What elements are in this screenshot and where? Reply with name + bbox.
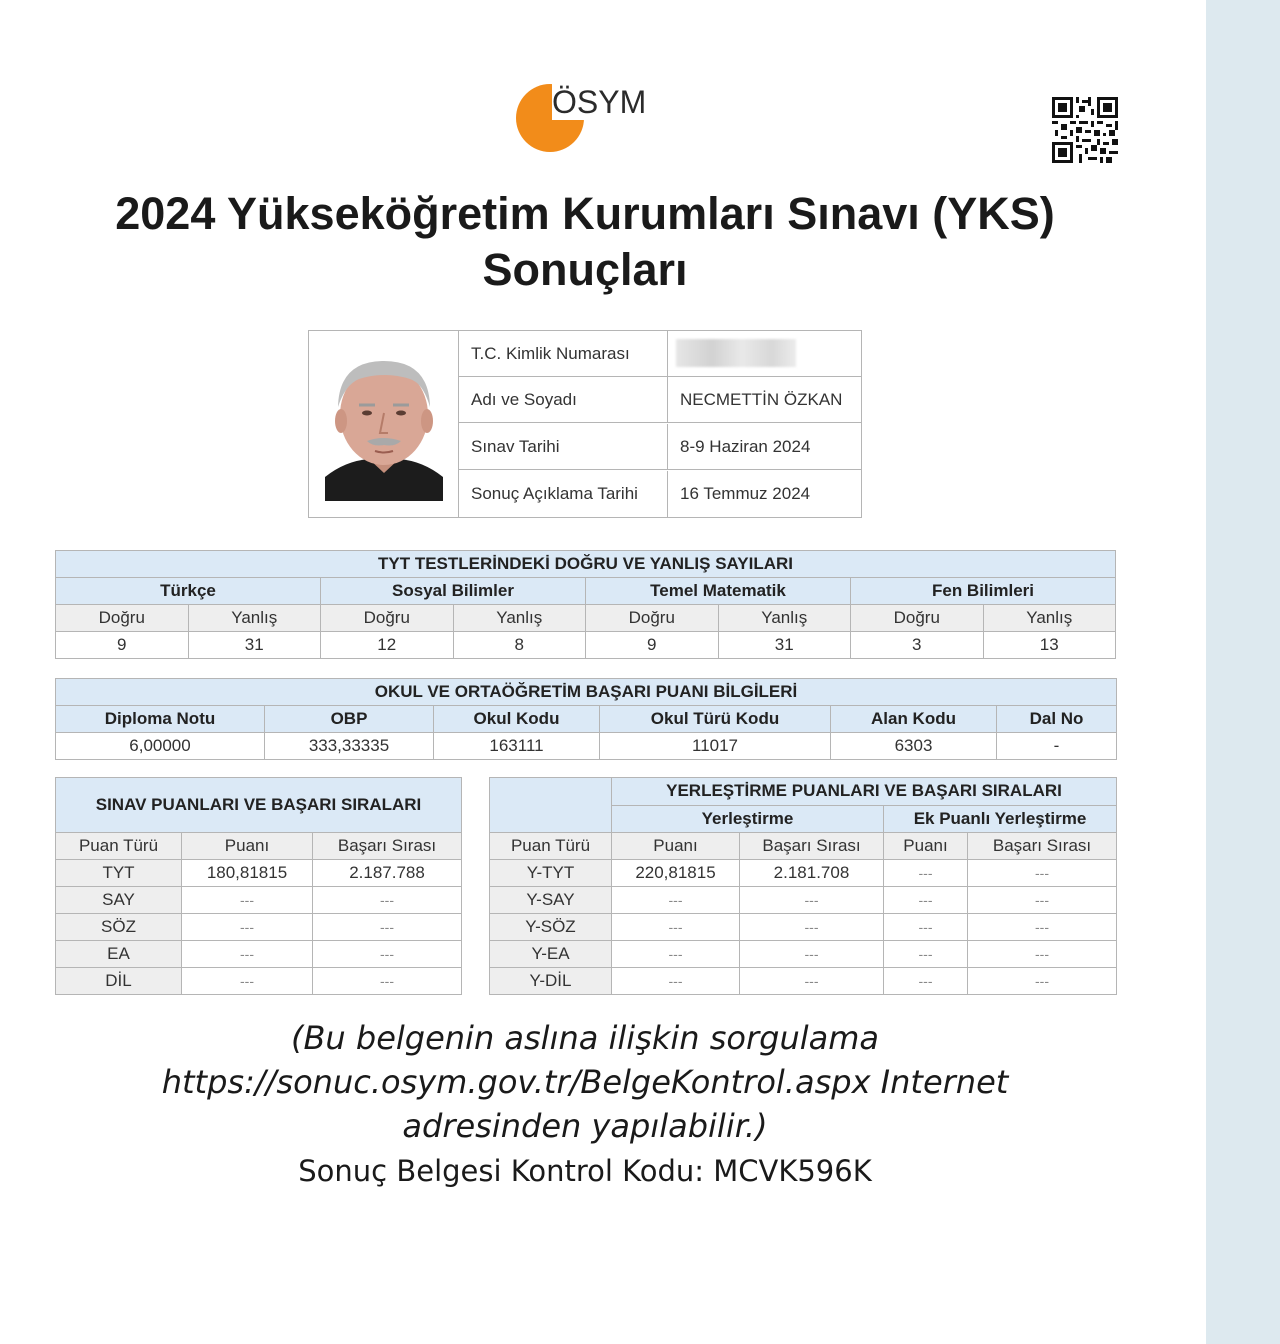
page-title — [40, 186, 1130, 298]
table-cell: --- — [182, 914, 313, 941]
table-cell: 12 — [321, 632, 454, 659]
title-line-1: 2024 Yükseköğretim Kurumları Sınavı (YKS) — [115, 188, 1055, 239]
table-cell: Y-SAY — [490, 887, 612, 914]
info-row-result-date — [458, 471, 862, 517]
correct-header: Doğru — [56, 605, 189, 632]
subject-header: Türkçe — [56, 578, 321, 605]
group-header-yerlestirme: Yerleştirme — [612, 805, 884, 833]
table-cell: --- — [740, 941, 884, 968]
column-header: OBP — [265, 706, 434, 733]
column-header: Puanı — [612, 833, 740, 860]
table-cell: --- — [182, 968, 313, 995]
table-cell: --- — [313, 887, 462, 914]
table-cell: --- — [313, 914, 462, 941]
table-row — [56, 860, 462, 887]
info-row-exam-date — [458, 424, 862, 470]
footer-line-1: (Bu belgenin aslına ilişkin sorgulama — [290, 1019, 880, 1057]
table-cell: --- — [612, 941, 740, 968]
table-row — [56, 914, 462, 941]
table-row — [490, 887, 1117, 914]
table-cell: Y-TYT — [490, 860, 612, 887]
correct-header: Doğru — [586, 605, 719, 632]
table-cell: --- — [884, 968, 968, 995]
table-row — [56, 887, 462, 914]
osym-logo — [516, 82, 676, 154]
side-strip — [1206, 0, 1280, 1344]
table-cell: --- — [313, 941, 462, 968]
wrong-header: Yanlış — [983, 605, 1116, 632]
candidate-photo — [325, 349, 443, 501]
table-cell: --- — [884, 887, 968, 914]
table-cell: --- — [968, 914, 1117, 941]
okul-table-title: OKUL VE ORTAÖĞRETİM BAŞARI PUANI BİLGİLERİ — [56, 679, 1117, 706]
subject-header: Sosyal Bilimler — [321, 578, 586, 605]
correct-header: Doğru — [851, 605, 984, 632]
column-header: Başarı Sırası — [313, 833, 462, 860]
footer-line-3: adresinden yapılabilir.) — [402, 1107, 768, 1145]
column-header: Başarı Sırası — [968, 833, 1117, 860]
table-cell: 8 — [453, 632, 586, 659]
table-row — [490, 914, 1117, 941]
table-cell: TYT — [56, 860, 182, 887]
table-row — [56, 941, 462, 968]
column-header: Puanı — [182, 833, 313, 860]
table-row — [490, 860, 1117, 887]
table-cell: --- — [612, 887, 740, 914]
table-cell: --- — [968, 887, 1117, 914]
table-cell: 9 — [586, 632, 719, 659]
table-row — [490, 968, 1117, 995]
info-value: 16 Temmuz 2024 — [680, 484, 811, 503]
table-cell: 3 — [851, 632, 984, 659]
column-header: Puanı — [884, 833, 968, 860]
yerlestirme-table-title: YERLEŞTİRME PUANLARI VE BAŞARI SIRALARI — [612, 778, 1117, 806]
correct-header: Doğru — [321, 605, 454, 632]
tyt-table-title: TYT TESTLERİNDEKİ DOĞRU VE YANLIŞ SAYILARI — [56, 551, 1116, 578]
info-label: T.C. Kimlik Numarası — [458, 331, 668, 376]
info-label: Adı ve Soyadı — [458, 377, 668, 422]
table-cell: --- — [313, 968, 462, 995]
table-cell: --- — [612, 968, 740, 995]
wrong-header: Yanlış — [718, 605, 851, 632]
column-header: Puan Türü — [490, 833, 612, 860]
table-cell: --- — [968, 860, 1117, 887]
subject-header: Fen Bilimleri — [851, 578, 1116, 605]
column-header: Puan Türü — [56, 833, 182, 860]
candidate-info-box — [308, 330, 862, 518]
table-row — [490, 941, 1117, 968]
column-header: Alan Kodu — [831, 706, 997, 733]
info-value-tc-redacted — [668, 331, 862, 376]
okul-table — [55, 678, 1117, 760]
redaction-blur — [676, 339, 796, 367]
table-cell: Y-SÖZ — [490, 914, 612, 941]
table-cell: --- — [968, 941, 1117, 968]
verification-footer — [90, 1016, 1080, 1192]
info-value: NECMETTİN ÖZKAN — [680, 390, 843, 409]
table-cell: Y-EA — [490, 941, 612, 968]
sinav-puanlari-table — [55, 777, 462, 995]
table-cell: EA — [56, 941, 182, 968]
column-header: Okul Türü Kodu — [600, 706, 831, 733]
table-cell: 31 — [188, 632, 321, 659]
table-cell: SAY — [56, 887, 182, 914]
table-cell: 180,81815 — [182, 860, 313, 887]
group-header-ek-puanli: Ek Puanlı Yerleştirme — [884, 805, 1117, 833]
table-cell: 11017 — [600, 733, 831, 760]
table-cell: --- — [612, 914, 740, 941]
verification-url: https://sonuc.osym.gov.tr/BelgeKontrol.aspx Internet — [161, 1063, 1009, 1101]
table-cell: 333,33335 — [265, 733, 434, 760]
column-header: Okul Kodu — [434, 706, 600, 733]
control-code: Sonuç Belgesi Kontrol Kodu: MCVK596K — [298, 1154, 872, 1188]
logo-text: ÖSYM — [552, 84, 647, 120]
table-cell: 9 — [56, 632, 189, 659]
table-cell: 2.187.788 — [313, 860, 462, 887]
table-cell: 163111 — [434, 733, 600, 760]
column-header: Dal No — [997, 706, 1117, 733]
table-cell: 6,00000 — [56, 733, 265, 760]
table-row — [56, 968, 462, 995]
photo-cell — [309, 331, 459, 517]
table-cell: 6303 — [831, 733, 997, 760]
info-label: Sınav Tarihi — [458, 424, 668, 469]
table-cell: --- — [182, 941, 313, 968]
table-cell: 31 — [718, 632, 851, 659]
column-header: Diploma Notu — [56, 706, 265, 733]
table-cell: --- — [884, 860, 968, 887]
subject-header: Temel Matematik — [586, 578, 851, 605]
wrong-header: Yanlış — [453, 605, 586, 632]
wrong-header: Yanlış — [188, 605, 321, 632]
column-header: Başarı Sırası — [740, 833, 884, 860]
table-cell: --- — [740, 968, 884, 995]
info-label: Sonuç Açıklama Tarihi — [458, 471, 668, 517]
table-cell: SÖZ — [56, 914, 182, 941]
tyt-table — [55, 550, 1116, 659]
yerlestirme-table — [489, 777, 1117, 995]
table-cell: Y-DİL — [490, 968, 612, 995]
table-row — [56, 632, 1116, 659]
table-cell: 13 — [983, 632, 1116, 659]
table-cell: DİL — [56, 968, 182, 995]
sinav-table-title: SINAV PUANLARI VE BAŞARI SIRALARI — [56, 778, 462, 833]
title-line-2: Sonuçları — [482, 244, 688, 295]
table-cell: - — [997, 733, 1117, 760]
table-cell: --- — [740, 914, 884, 941]
table-cell: 220,81815 — [612, 860, 740, 887]
table-cell: --- — [740, 887, 884, 914]
info-row-tc — [458, 331, 862, 377]
table-cell: 2.181.708 — [740, 860, 884, 887]
table-cell: --- — [884, 914, 968, 941]
table-cell: --- — [884, 941, 968, 968]
qr-code-icon — [1052, 97, 1118, 163]
table-cell: --- — [182, 887, 313, 914]
table-row — [56, 733, 1117, 760]
table-cell: --- — [968, 968, 1117, 995]
info-row-name — [458, 377, 862, 423]
info-value: 8-9 Haziran 2024 — [680, 437, 811, 456]
